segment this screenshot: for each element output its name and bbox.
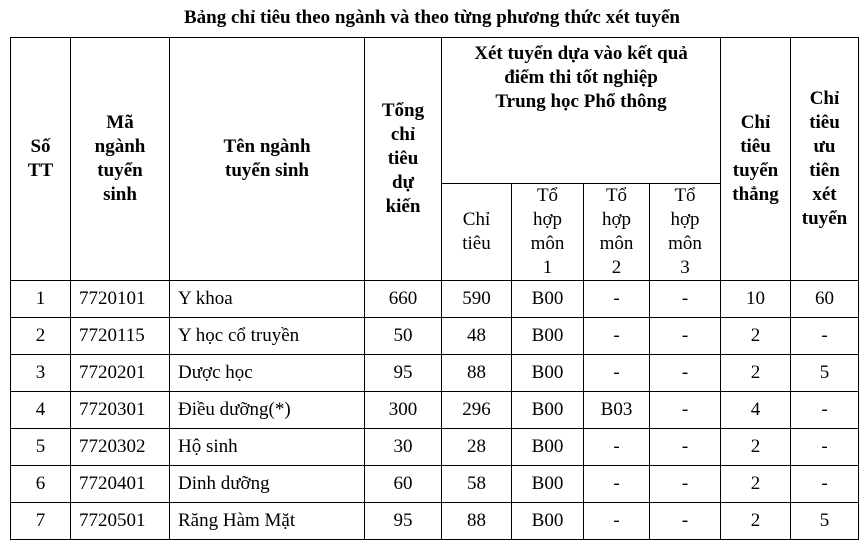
header-chi-tieu: Chỉ tiêu — [442, 184, 512, 281]
cell-ma-nganh: 7720302 — [71, 429, 170, 466]
header-to-hop-3: Tổ hợp môn 3 — [650, 184, 721, 281]
cell-tuyen-thang: 4 — [721, 392, 791, 429]
cell-chi-tieu: 58 — [442, 466, 512, 503]
cell-stt: 7 — [11, 503, 71, 540]
cell-to-hop-1: B00 — [512, 503, 584, 540]
table-row — [11, 392, 859, 429]
header-to-hop-1: Tổ hợp môn 1 — [512, 184, 584, 281]
cell-to-hop-2: B03 — [584, 392, 650, 429]
cell-tuyen-thang: 2 — [721, 429, 791, 466]
cell-to-hop-2: - — [584, 355, 650, 392]
cell-to-hop-1: B00 — [512, 429, 584, 466]
cell-chi-tieu: 590 — [442, 281, 512, 318]
cell-ten-nganh: Y học cổ truyền — [170, 318, 365, 355]
header-ten-nganh: Tên ngành tuyển sinh — [170, 38, 365, 281]
cell-tuyen-thang: 2 — [721, 466, 791, 503]
cell-to-hop-2: - — [584, 503, 650, 540]
table-row — [11, 503, 859, 540]
cell-to-hop-3: - — [650, 281, 721, 318]
cell-to-hop-1: B00 — [512, 392, 584, 429]
cell-uu-tien: 5 — [791, 503, 859, 540]
cell-stt: 2 — [11, 318, 71, 355]
cell-ma-nganh: 7720501 — [71, 503, 170, 540]
header-to-hop-2: Tổ hợp môn 2 — [584, 184, 650, 281]
header-ma-nganh: Mã ngành tuyển sinh — [71, 38, 170, 281]
cell-ma-nganh: 7720101 — [71, 281, 170, 318]
cell-chi-tieu: 296 — [442, 392, 512, 429]
cell-to-hop-3: - — [650, 355, 721, 392]
cell-to-hop-3: - — [650, 318, 721, 355]
cell-tong-chi-tieu: 95 — [365, 503, 442, 540]
cell-tong-chi-tieu: 60 — [365, 466, 442, 503]
cell-tuyen-thang: 2 — [721, 318, 791, 355]
cell-chi-tieu: 48 — [442, 318, 512, 355]
table-row — [11, 429, 859, 466]
cell-ten-nganh: Điều dưỡng(*) — [170, 392, 365, 429]
cell-stt: 6 — [11, 466, 71, 503]
cell-uu-tien: - — [791, 318, 859, 355]
cell-ten-nganh: Răng Hàm Mặt — [170, 503, 365, 540]
cell-tuyen-thang: 2 — [721, 503, 791, 540]
cell-tong-chi-tieu: 660 — [365, 281, 442, 318]
table-row — [11, 281, 859, 318]
cell-to-hop-1: B00 — [512, 318, 584, 355]
cell-uu-tien: 5 — [791, 355, 859, 392]
cell-to-hop-2: - — [584, 318, 650, 355]
cell-stt: 1 — [11, 281, 71, 318]
cell-ten-nganh: Dinh dưỡng — [170, 466, 365, 503]
header-uu-tien: Chỉ tiêu ưu tiên xét tuyển — [791, 38, 859, 281]
cell-to-hop-3: - — [650, 503, 721, 540]
table-row — [11, 466, 859, 503]
cell-to-hop-3: - — [650, 429, 721, 466]
cell-tong-chi-tieu: 50 — [365, 318, 442, 355]
cell-ma-nganh: 7720201 — [71, 355, 170, 392]
cell-to-hop-3: - — [650, 466, 721, 503]
cell-ma-nganh: 7720301 — [71, 392, 170, 429]
table-row — [11, 355, 859, 392]
cell-tong-chi-tieu: 300 — [365, 392, 442, 429]
cell-ten-nganh: Y khoa — [170, 281, 365, 318]
table-row — [11, 318, 859, 355]
cell-uu-tien: 60 — [791, 281, 859, 318]
cell-to-hop-2: - — [584, 466, 650, 503]
header-stt: Số TT — [11, 38, 71, 281]
cell-to-hop-1: B00 — [512, 281, 584, 318]
cell-tong-chi-tieu: 95 — [365, 355, 442, 392]
cell-to-hop-2: - — [584, 281, 650, 318]
cell-to-hop-3: - — [650, 392, 721, 429]
cell-ma-nganh: 7720401 — [71, 466, 170, 503]
cell-chi-tieu: 88 — [442, 355, 512, 392]
cell-tuyen-thang: 2 — [721, 355, 791, 392]
cell-ten-nganh: Hộ sinh — [170, 429, 365, 466]
cell-ten-nganh: Dược học — [170, 355, 365, 392]
cell-stt: 3 — [11, 355, 71, 392]
header-xet-tuyen-group: Xét tuyển dựa vào kết quả điểm thi tốt nghiệp Trung học Phổ thông — [442, 38, 721, 184]
cell-uu-tien: - — [791, 429, 859, 466]
admission-quota-table — [10, 37, 859, 540]
cell-stt: 4 — [11, 392, 71, 429]
cell-chi-tieu: 88 — [442, 503, 512, 540]
header-tuyen-thang: Chỉ tiêu tuyển thẳng — [721, 38, 791, 281]
header-tong-chi-tieu: Tổng chỉ tiêu dự kiến — [365, 38, 442, 281]
cell-to-hop-1: B00 — [512, 355, 584, 392]
cell-tong-chi-tieu: 30 — [365, 429, 442, 466]
cell-chi-tieu: 28 — [442, 429, 512, 466]
cell-tuyen-thang: 10 — [721, 281, 791, 318]
table-title: Bảng chỉ tiêu theo ngành và theo từng phương thức xét tuyển — [183, 7, 681, 28]
cell-uu-tien: - — [791, 392, 859, 429]
cell-uu-tien: - — [791, 466, 859, 503]
cell-to-hop-2: - — [584, 429, 650, 466]
cell-stt: 5 — [11, 429, 71, 466]
cell-ma-nganh: 7720115 — [71, 318, 170, 355]
cell-to-hop-1: B00 — [512, 466, 584, 503]
